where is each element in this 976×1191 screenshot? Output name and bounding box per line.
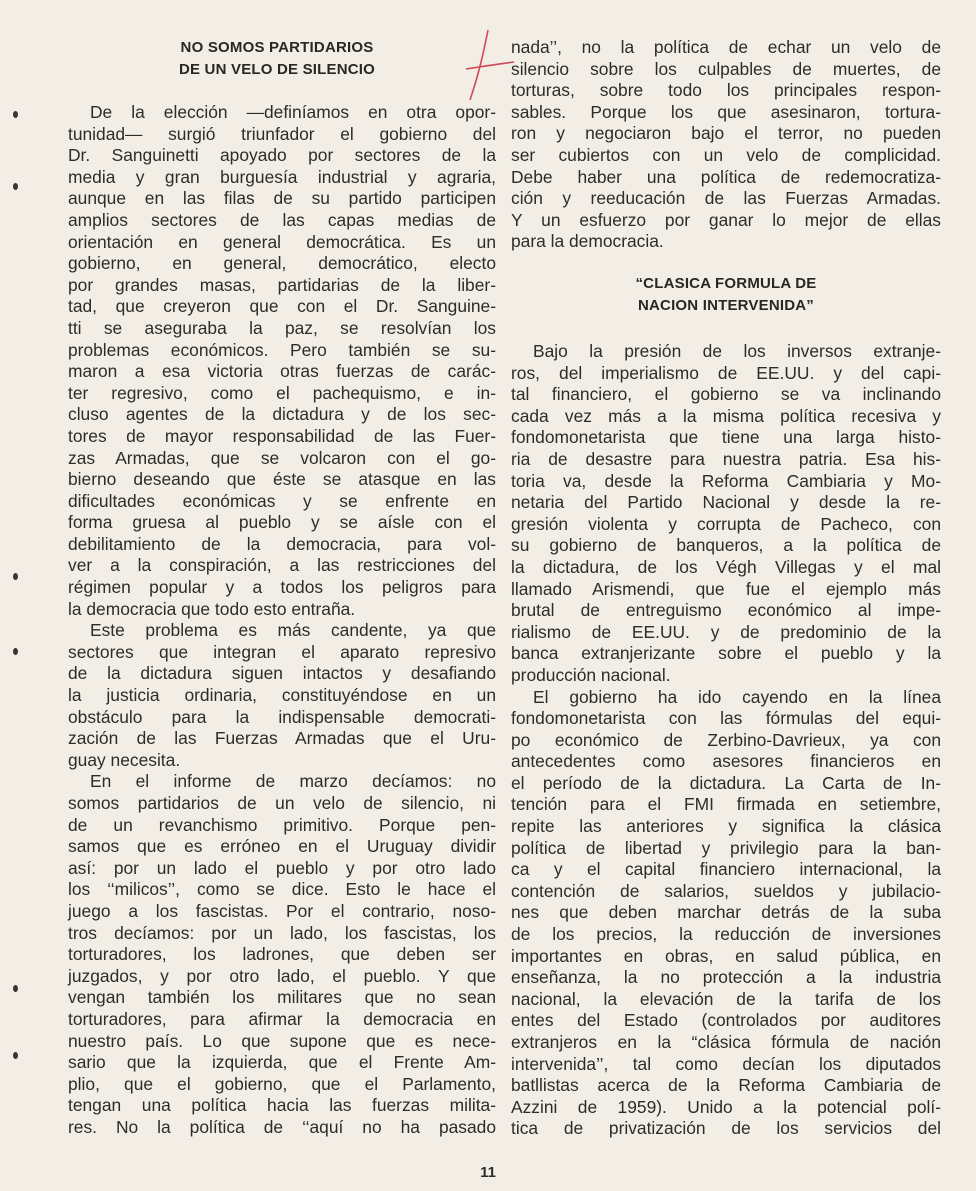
text-line: la justicia ordinaria, constituyéndose en un bbox=[68, 685, 496, 706]
heading-line: DE UN VELO DE SILENCIO bbox=[178, 61, 376, 78]
text-line: tunidad— surgió triunfador el gobierno del bbox=[68, 123, 496, 144]
text-line: gresión violenta y corrupta de Pacheco, con bbox=[511, 513, 941, 534]
heading-line: “CLASICA FORMULA DE bbox=[635, 275, 817, 292]
margin-punch-mark bbox=[13, 111, 18, 118]
text-line: tal financiero, el gobierno se va inclinando bbox=[511, 384, 941, 405]
text-line: toria va, desde la Reforma Cambiaria y Mo- bbox=[511, 470, 941, 491]
text-line: cluso agentes de la dictadura y de los sec- bbox=[68, 404, 496, 425]
text-line: problemas económicos. Pero también se su- bbox=[68, 339, 496, 360]
text-line: el período de la dictadura. La Carta de In- bbox=[511, 772, 941, 793]
text-line: nes que deben marchar detrás de la suba bbox=[511, 902, 941, 923]
text-line: media y gran burguesía industrial y agraria, bbox=[68, 166, 496, 187]
text-line: por grandes masas, partidarias de la liber- bbox=[68, 274, 496, 295]
text-line: para la democracia. bbox=[511, 231, 664, 252]
text-line: la dictadura, de los Végh Villegas y el mal bbox=[511, 556, 941, 577]
text-line: sables. Porque los que asesinaron, tortura- bbox=[511, 101, 941, 122]
text-line: Azzini de 1959). Unido a la potencial polí- bbox=[511, 1096, 941, 1117]
text-line: tores de mayor responsabilidad de las Fuer- bbox=[68, 425, 496, 446]
text-line: juego a los fascistas. Por el contrario, noso- bbox=[68, 900, 496, 921]
text-line: brutal de entreguismo económico al impe- bbox=[511, 600, 941, 621]
text-line: importantes en obras, en salud pública, en bbox=[511, 945, 941, 966]
text-line: forma gruesa al pueblo y se aísle con el bbox=[68, 512, 496, 533]
text-line: sectores que integran el aparato represivo bbox=[68, 641, 496, 662]
text-line: la democracia que todo esto entraña. bbox=[68, 598, 356, 619]
text-line: res. No la política de ‘‘aquí no ha pasado bbox=[68, 1116, 496, 1137]
text-line: Dr. Sanguinetti apoyado por sectores de la bbox=[68, 145, 496, 166]
text-line: nada’’, no la política de echar un velo de bbox=[511, 37, 941, 57]
page-number: 11 bbox=[480, 1164, 496, 1181]
text-line: obstáculo para la indispensable democrati- bbox=[68, 706, 496, 727]
text-line: régimen popular y a todos los peligros para bbox=[68, 577, 496, 598]
text-line: torturas, sobre todo los principales respon- bbox=[511, 80, 941, 101]
text-line: po económico de Zerbino-Davrieux, ya con bbox=[511, 729, 941, 750]
text-line: silencio sobre los culpables de muertes, de bbox=[511, 58, 941, 79]
paragraph bbox=[68, 620, 496, 771]
text-line: ción y reeducación de las Fuerzas Armadas. bbox=[511, 188, 941, 209]
text-line: repite las anteriores y significa la clásica bbox=[511, 816, 941, 837]
text-line: amplios sectores de las capas medias de bbox=[68, 209, 496, 230]
text-line: nuestro país. Lo que supone que es nece- bbox=[68, 1030, 496, 1051]
text-line: tengan una política hacia las fuerzas milita- bbox=[68, 1095, 496, 1116]
margin-punch-mark bbox=[13, 573, 18, 580]
text-line: tad, que creyeron que con el Dr. Sanguine- bbox=[68, 296, 496, 317]
text-line: nacional, la elevación de la tarifa de los bbox=[511, 988, 941, 1009]
margin-punch-mark bbox=[13, 985, 18, 992]
heading-line: NO SOMOS PARTIDARIOS bbox=[180, 39, 374, 56]
left-column-text bbox=[68, 102, 496, 1139]
text-line: batllistas acerca de la Reforma Cambiaria de bbox=[511, 1075, 941, 1096]
paragraph bbox=[511, 341, 941, 687]
margin-punch-mark bbox=[13, 1052, 18, 1059]
paragraph bbox=[68, 771, 496, 1138]
text-line: torturadores, los ladrones, que deben ser bbox=[68, 944, 496, 965]
text-line: gobierno, en general, democrático, electo bbox=[68, 253, 496, 274]
left-section-heading bbox=[68, 37, 486, 81]
text-line: ca y el capital financiero internacional, la bbox=[511, 859, 941, 880]
text-line: samos que es erróneo en el Uruguay dividir bbox=[68, 836, 496, 857]
text-line: tti se aseguraba la paz, se resolvían los bbox=[68, 317, 496, 338]
text-line: tica de privatización de los servicios del bbox=[511, 1118, 941, 1139]
text-line: debilitamiento de la democracia, para vol- bbox=[68, 533, 496, 554]
text-line: tros decíamos: por un lado, los fascistas, los bbox=[68, 922, 496, 943]
text-line: intervenida’’, tal como decían los diputados bbox=[511, 1053, 941, 1074]
text-line: ser cubiertos con un velo de complicidad. bbox=[511, 144, 941, 165]
text-line: zas Armadas, que se volcaron con el go- bbox=[68, 447, 496, 468]
text-line: fondomonetarista que tiene una larga histo- bbox=[511, 427, 941, 448]
text-line: ter regresivo, como el pachequismo, e in- bbox=[68, 382, 496, 403]
text-line: de un revanchismo primitivo. Porque pen- bbox=[68, 814, 496, 835]
text-line: política de libertad y privilegio para la ban- bbox=[511, 837, 941, 858]
text-line: su gobierno de banqueros, a la política de bbox=[511, 535, 941, 556]
text-line: En el informe de marzo decíamos: no bbox=[90, 771, 496, 792]
text-line: ros, del imperialismo de EE.UU. y del capi- bbox=[511, 362, 941, 383]
text-line: netaria del Partido Nacional y desde la re- bbox=[511, 492, 941, 513]
text-line: antecedentes como asesores financieros en bbox=[511, 751, 941, 772]
text-line: sario que la izquierda, que el Frente Am- bbox=[68, 1052, 496, 1073]
text-line: El gobierno ha ido cayendo en la línea bbox=[533, 686, 941, 707]
text-line: orientación en general democrática. Es un bbox=[68, 231, 496, 252]
text-line: dificultades económicas y se enfrente en bbox=[68, 490, 496, 511]
text-line: guay necesita. bbox=[68, 749, 181, 770]
text-line: Este problema es más candente, ya que bbox=[90, 620, 496, 641]
text-line: fondomonetarista con las fórmulas del equi- bbox=[511, 708, 941, 729]
margin-punch-mark bbox=[13, 648, 18, 655]
heading-line: NACION INTERVENIDA” bbox=[637, 297, 815, 314]
text-line: bierno deseando que éste se atasque en las bbox=[68, 469, 496, 490]
text-line: ver a la conspiración, a las restricciones del bbox=[68, 555, 496, 576]
text-line: Y un esfuerzo por ganar lo mejor de ellas bbox=[511, 209, 941, 230]
text-line: zación de las Fuerzas Armadas que el Uru- bbox=[68, 728, 496, 749]
text-line: juzgados, y por otro lado, el pueblo. Y que bbox=[68, 965, 496, 986]
paragraph bbox=[68, 102, 496, 620]
text-line: así: por un lado el pueblo y por otro lado bbox=[68, 857, 496, 878]
text-line: maron a esa victoria otras fuerzas de carác- bbox=[68, 361, 496, 382]
right-column-text bbox=[511, 341, 941, 1140]
text-line: Bajo la presión de los inversos extranje- bbox=[533, 341, 941, 361]
text-line: rialismo de EE.UU. y de predominio de la bbox=[511, 621, 941, 642]
text-line: enseñanza, la no protección a la industria bbox=[511, 967, 941, 988]
text-line: ron y negociaron bajo el terror, no pueden bbox=[511, 123, 941, 144]
text-line: tención para el FMI firmada en setiembre, bbox=[511, 794, 941, 815]
margin-punch-mark bbox=[13, 183, 18, 190]
text-line: los ‘‘milicos’’, como se dice. Esto le hace el bbox=[68, 879, 496, 900]
text-line: plio, que el gobierno, que el Parlamento, bbox=[68, 1073, 496, 1094]
text-line: de los precios, la reducción de inversiones bbox=[511, 924, 941, 945]
paragraph bbox=[511, 37, 941, 253]
text-line: cada vez más a la misma política recesiva y bbox=[511, 405, 941, 426]
text-line: De la elección —definíamos en otra opor- bbox=[90, 102, 496, 122]
text-line: vengan también los militares que no sean bbox=[68, 987, 496, 1008]
text-line: extranjeros en la “clásica fórmula de nación bbox=[511, 1032, 941, 1052]
text-line: ria de desastre para nuestra patria. Esa his- bbox=[511, 448, 941, 469]
text-line: torturadores, para afirmar la democracia en bbox=[68, 1008, 496, 1029]
text-line: somos partidarios de un velo de silencio, ni bbox=[68, 793, 496, 813]
paragraph bbox=[511, 687, 941, 1140]
text-line: Debe haber una política de redemocratiza- bbox=[511, 166, 941, 187]
text-line: producción nacional. bbox=[511, 664, 671, 685]
text-line: de la dictadura siguen intactos y desafiando bbox=[68, 663, 496, 684]
text-line: contención de salarios, sueldos y jubilacio- bbox=[511, 880, 941, 901]
text-line: aunque en las filas de su partido participen bbox=[68, 188, 496, 209]
text-line: entes del Estado (controlados por auditores bbox=[511, 1010, 941, 1031]
text-line: llamado Arismendi, que fue el ejemplo más bbox=[511, 578, 941, 599]
text-line: banca extranjerizante sobre el pueblo y la bbox=[511, 643, 941, 664]
right-section-heading bbox=[511, 273, 941, 317]
right-column-continuation bbox=[511, 37, 941, 253]
